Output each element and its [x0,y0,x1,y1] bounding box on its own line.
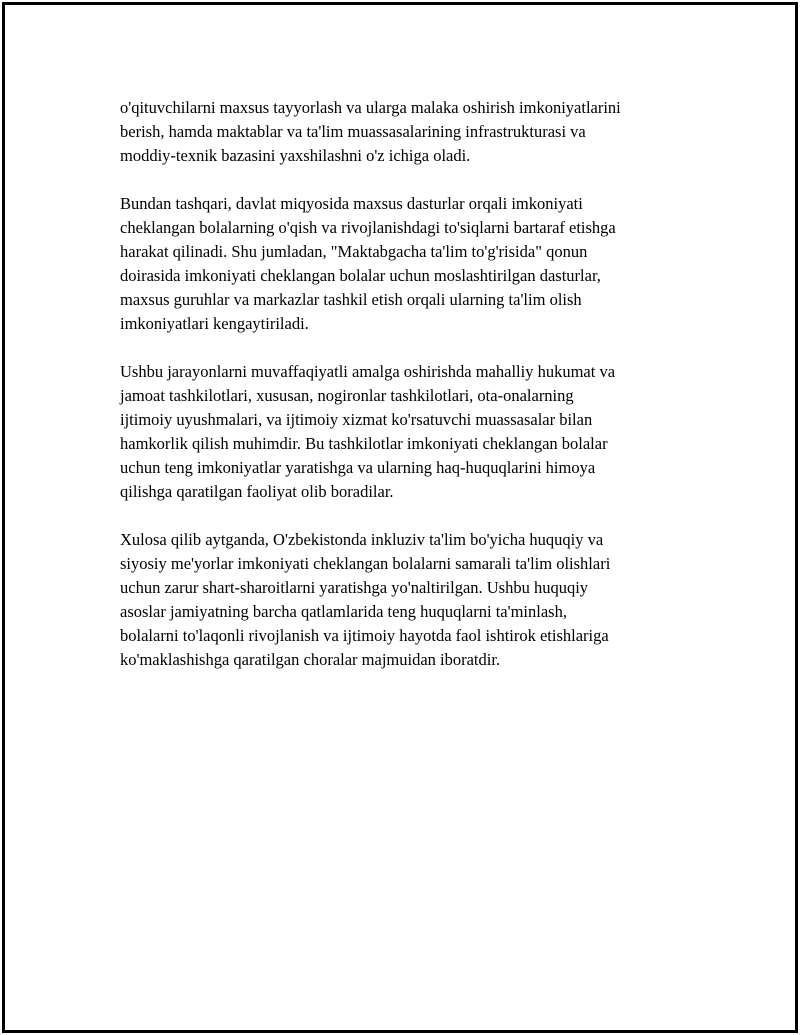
text-line: hamkorlik qilish muhimdir. Bu tashkilotlar imkoniyati cheklangan bolalar [120,434,608,453]
paragraph-1 [120,96,690,168]
paragraph-3 [120,360,690,504]
text-line: bolalarni to'laqonli rivojlanish va ijtimoiy hayotda faol ishtirok etishlariga [120,626,609,645]
text-line: asoslar jamiyatning barcha qatlamlarida teng huquqlarni ta'minlash, [120,602,567,621]
text-line: siyosiy me'yorlar imkoniyati cheklangan bolalarni samarali ta'lim olishlari [120,554,611,573]
text-line: jamoat tashkilotlari, xususan, nogironlar tashkilotlari, ota-onalarning [120,386,574,405]
text-line: Xulosa qilib aytganda, O'zbekistonda inkluziv ta'lim bo'yicha huquqiy va [120,530,604,549]
text-line: berish, hamda maktablar va ta'lim muassasalarining infrastrukturasi va [120,122,586,141]
text-line: maxsus guruhlar va markazlar tashkil etish orqali ularning ta'lim olish [120,290,582,309]
text-line: imkoniyatlari kengaytiriladi. [120,314,309,333]
text-line: Bundan tashqari, davlat miqyosida maxsus dasturlar orqali imkoniyati [120,194,583,213]
text-line: o'qituvchilarni maxsus tayyorlash va ularga malaka oshirish imkoniyatlarini [120,98,621,117]
document-body [120,96,690,696]
text-line: Ushbu jarayonlarni muvaffaqiyatli amalga oshirishda mahalliy hukumat va [120,362,616,381]
text-line: qilishga qaratilgan faoliyat olib boradilar. [120,482,394,501]
document-page [2,2,798,1033]
text-line: doirasida imkoniyati cheklangan bolalar uchun moslashtirilgan dasturlar, [120,266,601,285]
paragraph-4 [120,528,690,672]
paragraph-2 [120,192,690,336]
text-line: uchun zarur shart-sharoitlarni yaratishga yo'naltirilgan. Ushbu huquqiy [120,578,589,597]
text-line: harakat qilinadi. Shu jumladan, "Maktabgacha ta'lim to'g'risida" qonun [120,242,588,261]
text-line: cheklangan bolalarning o'qish va rivojlanishdagi to'siqlarni bartaraf etishga [120,218,616,237]
text-line: uchun teng imkoniyatlar yaratishga va ularning haq-huquqlarini himoya [120,458,596,477]
text-line: ijtimoiy uyushmalari, va ijtimoiy xizmat ko'rsatuvchi muassasalar bilan [120,410,593,429]
text-line: moddiy-texnik bazasini yaxshilashni o'z ichiga oladi. [120,146,471,165]
text-line: ko'maklashishga qaratilgan choralar majmuidan iboratdir. [120,650,501,669]
